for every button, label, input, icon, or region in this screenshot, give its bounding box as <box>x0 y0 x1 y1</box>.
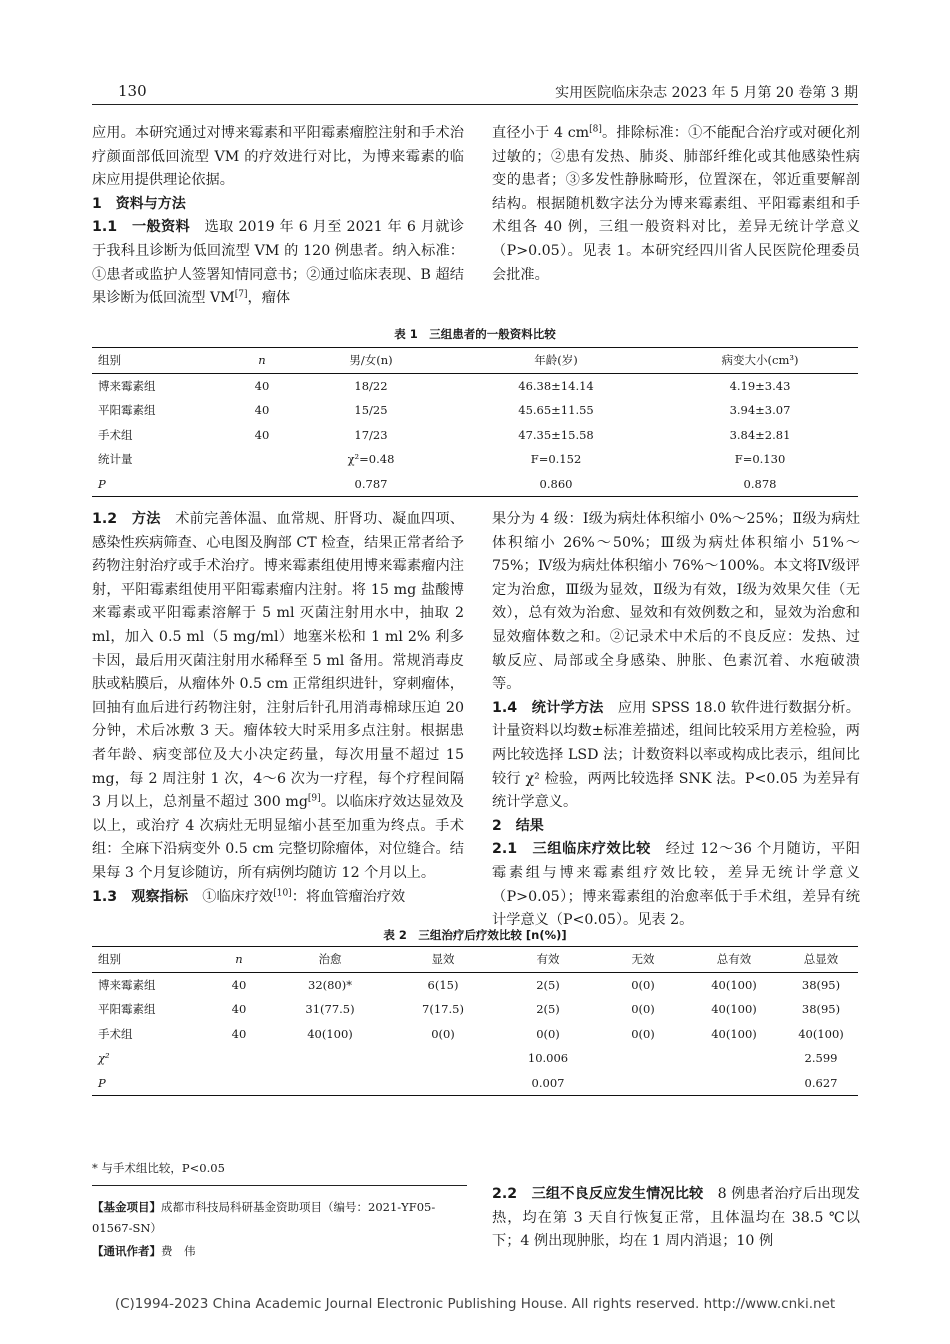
table-cell: P <box>92 1071 210 1096</box>
table-cell: χ²=0.48 <box>347 452 395 467</box>
section-1-1-text: 选取 2019 年 6 月至 2021 年 6 月就诊于我科且诊断为低回流型 VM 的 120 例患者。纳入标准：①患者或监护人签署知情同意书；②通过临床表现、B 超结果诊断为低回流型 VM <box>92 219 464 307</box>
table-cell: 0(0) <box>536 1026 560 1041</box>
table-cell: 手术组 <box>98 1026 133 1041</box>
table-2-header-row <box>92 947 858 973</box>
table-cell: 40 <box>231 1026 247 1041</box>
section-1-1-tail: ，瘤体 <box>247 290 291 307</box>
table-cell: χ² <box>98 1051 110 1066</box>
table-cell: 0.007 <box>494 1071 602 1096</box>
table-cell: 0(0) <box>431 1026 455 1041</box>
citation-7: [7] <box>234 289 248 300</box>
table-1-header-row <box>92 348 858 374</box>
author-name: 费 伟 <box>161 1244 196 1258</box>
table-cell: 46.38±14.14 <box>518 378 594 393</box>
section-1-3-title: 1.3 观察指标 <box>92 888 189 905</box>
table-cell: 40 <box>254 427 270 442</box>
table-cell <box>232 472 292 497</box>
table-2-header-cell: n <box>210 947 268 973</box>
section-1-4-paragraph <box>492 697 860 815</box>
footnote-rule <box>92 1185 467 1186</box>
table-cell: 统计量 <box>98 452 133 467</box>
table-cell <box>684 1071 784 1096</box>
table-cell: 7(17.5) <box>422 1002 464 1017</box>
table-cell: P <box>92 472 232 497</box>
table-2-footnote: * 与手术组比较，P<0.05 <box>92 1161 225 1175</box>
section-1-1-paragraph <box>92 216 464 310</box>
table-2-row <box>92 1022 858 1047</box>
section-2-title: 2 结果 <box>492 817 544 834</box>
right-column-bottom <box>492 1183 860 1254</box>
table-cell: 10.006 <box>527 1051 569 1066</box>
table-cell: 手术组 <box>98 427 133 442</box>
section-2-1-title: 2.1 三组临床疗效比较 <box>492 841 651 858</box>
author-label: 【通讯作者】 <box>92 1244 161 1258</box>
table-cell <box>268 1071 392 1096</box>
table-cell: 6(15) <box>427 977 459 992</box>
section-1-2-title: 1.2 方法 <box>92 511 161 527</box>
table-cell: 0.627 <box>784 1071 858 1096</box>
intro-paragraph: 应用。本研究通过对博来霉素和平阳霉素瘤腔注射和手术治疗颜面部低回流型 VM 的疗效进行对比，为博来霉素的临床应用提供理论依据。 <box>92 125 464 189</box>
table-cell <box>210 1071 268 1096</box>
table-2-row <box>92 1046 858 1071</box>
table-2-row <box>92 1071 858 1096</box>
table-cell: 0.860 <box>450 472 662 497</box>
section-2-1-text: 经过 12～36 个月随访，平阳霉素组与博来霉素组疗效比较，差异无统计学意义（P>0.05）；博来霉素组的治愈率低于手术组，差异有统计学意义（P<0.05）。见表 2。 <box>492 841 860 929</box>
left-column-top <box>92 122 464 311</box>
table-cell: 3.94±3.07 <box>729 403 791 418</box>
section-2-2-paragraph <box>492 1183 860 1254</box>
section-2-2-title: 2.2 三组不良反应发生情况比较 <box>492 1186 704 1202</box>
section-1-title: 1 资料与方法 <box>92 195 186 212</box>
table-1-row <box>92 373 858 398</box>
table-1-row <box>92 398 858 423</box>
table-cell: 40 <box>231 1002 247 1017</box>
table-cell <box>392 1046 494 1071</box>
section-1-3-paragraph <box>92 886 464 910</box>
table-cell: 博来霉素组 <box>98 977 156 992</box>
table-cell: 0(0) <box>631 1002 655 1017</box>
table-cell: 38(95) <box>801 977 841 992</box>
fund-label: 【基金项目】 <box>92 1200 161 1214</box>
table-1-header-cell: 年龄(岁) <box>450 348 662 374</box>
citation-9: [9] <box>307 793 321 804</box>
table-cell: 40 <box>254 403 270 418</box>
table-cell: 40 <box>254 378 270 393</box>
table-2-caption: 表 2 三组治疗后疗效比较 [n(%)] <box>383 928 567 942</box>
table-1-header-cell: 病变大小(cm³) <box>662 348 858 374</box>
header-rule <box>92 104 858 105</box>
table-cell: 40(100) <box>711 977 757 992</box>
table-1-header-cell: 组别 <box>92 348 232 374</box>
table-cell <box>392 1071 494 1096</box>
table-cell: 0(0) <box>631 977 655 992</box>
citation-8: [8] <box>589 124 602 135</box>
section-2-2-text: 8 例患者治疗后出现发热，均在第 3 天自行恢复正常，且体温均在 38.5 ℃以下；4 例出现肿胀，均在 1 周内消退；10 例 <box>492 1186 860 1250</box>
section-1-1-title: 1.1 一般资料 <box>92 219 191 236</box>
journal-header: 实用医院临床杂志 2023 年 5 月第 20 卷第 3 期 <box>555 85 858 101</box>
table-2-header-cell: 治愈 <box>268 947 392 973</box>
table-cell <box>210 1046 268 1071</box>
table-cell: 0.878 <box>662 472 858 497</box>
table-cell: 0(0) <box>631 1026 655 1041</box>
section-1-2-paragraph <box>92 508 464 886</box>
table-cell: 18/22 <box>354 378 388 393</box>
section-1-2-tail: 。以临床疗效达显效及以上，或治疗 4 次病灶无明显缩小甚至加重为终点。手术组：全麻下沿病变外 0.5 cm 完整切除瘤体，对位缝合。结果每 3 个月复诊随访，所有病例均随访 12 个月以上。 <box>92 794 464 881</box>
table-2-header-cell: 无效 <box>602 947 684 973</box>
section-1-3-tail: ：将血管瘤治疗效 <box>291 888 406 905</box>
table-cell: F=0.130 <box>734 452 786 467</box>
table-1-caption: 表 1 三组患者的一般资料比较 <box>394 327 556 341</box>
right-column-top <box>492 122 860 287</box>
diameter-text: 直径小于 4 cm <box>492 125 590 141</box>
left-column-mid <box>92 508 464 909</box>
table-cell <box>602 1071 684 1096</box>
grading-paragraph: 果分为 4 级：Ⅰ级为病灶体积缩小 0%～25%；Ⅱ级为病灶体积缩小 26%～50%；Ⅲ级为病灶体积缩小 51%～75%；Ⅳ级为病灶体积缩小 76%～100%。本文将Ⅳ级评定为治愈，Ⅲ级为显效，Ⅱ级为有效，Ⅰ级为效果欠佳（无效），总有效为治愈、显效和有效例数之和，显效为治愈和显效瘤体数之和。②记录术中术后的不良反应：发热、过敏反应、局部或全身感染、肿胀、色素沉着、水疱破溃等。 <box>492 511 860 693</box>
table-cell <box>602 1046 684 1071</box>
table-cell: 32(80)* <box>308 977 352 992</box>
section-1-4-text: 应用 SPSS 18.0 软件进行数据分析。计量资料以均数±标准差描述，组间比较采用方差检验，两两比较选择 LSD 法；计数资料以率或构成比表示，组间比较行 χ² 检验，两两比较选择 SNK 法。P<0.05 为差异有统计学意义。 <box>492 699 860 811</box>
table-cell: 31(77.5) <box>305 1002 355 1017</box>
section-1-3-text: ①临床疗效 <box>188 888 274 905</box>
table-2-header-cell: 有效 <box>494 947 602 973</box>
table-cell: 0.787 <box>292 472 450 497</box>
table-1 <box>92 347 858 497</box>
table-cell: 3.84±2.81 <box>729 427 791 442</box>
inclusion-continued-paragraph <box>492 122 860 287</box>
table-cell <box>232 447 292 472</box>
table-2-row <box>92 972 858 997</box>
table-cell: F=0.152 <box>530 452 582 467</box>
table-2-header-cell: 组别 <box>92 947 210 973</box>
table-1-header-cell: n <box>232 348 292 374</box>
table-cell: 2.599 <box>804 1051 838 1066</box>
table-1-row <box>92 423 858 448</box>
section-1-4-title: 1.4 统计学方法 <box>492 699 604 716</box>
table-cell: 2(5) <box>536 977 560 992</box>
page-number: 130 <box>118 82 147 100</box>
table-cell: 17/23 <box>354 427 388 442</box>
table-2-header-cell: 显效 <box>392 947 494 973</box>
table-2-header-cell: 总有效 <box>684 947 784 973</box>
table-cell: 平阳霉素组 <box>98 1002 156 1017</box>
table-1-row <box>92 472 858 497</box>
table-2 <box>92 946 858 1096</box>
table-cell: 40(100) <box>798 1026 844 1041</box>
section-2-1-paragraph <box>492 838 860 932</box>
table-cell <box>268 1046 392 1071</box>
table-2-header-cell: 总显效 <box>784 947 858 973</box>
table-cell: 40(100) <box>307 1026 353 1041</box>
exclusion-text: 。排除标准：①不能配合治疗或对硬化剂过敏的；②患有发热、肺炎、肺部纤维化或其他感染性病变的患者；③多发性静脉畸形，位置深在，邻近重要解剖结构。根据随机数字法分为博来霉素组、平阳霉素组和手术组各 40 例，三组一般资料对比，差异无统计学意义（P>0.05）。见表 1。本研究经四川省人民医院伦理委员会批准。 <box>492 125 860 283</box>
fund-text: 成都市科技局科研基金资助项目（编号：2021-YF05-01567-SN） <box>92 1200 436 1235</box>
fund-note <box>92 1197 467 1239</box>
table-cell: 博来霉素组 <box>98 378 156 393</box>
table-1-row <box>92 447 858 472</box>
table-cell: 38(95) <box>801 1002 841 1017</box>
table-cell: 45.65±11.55 <box>518 403 594 418</box>
table-2-row <box>92 997 858 1022</box>
table-1-header-cell: 男/女(n) <box>292 348 450 374</box>
right-column-mid <box>492 508 860 933</box>
copyright-notice: (C)1994-2023 China Academic Journal Electronic Publishing House. All rights reserved. http://www.cnki.net <box>114 1296 836 1312</box>
table-cell: 2(5) <box>536 1002 560 1017</box>
table-cell: 40(100) <box>711 1026 757 1041</box>
author-note <box>92 1241 467 1262</box>
section-1-2-text: 术前完善体温、血常规、肝肾功、凝血四项、感染性疾病筛查、心电图及胸部 CT 检查，结果正常者给予药物注射治疗或手术治疗。博来霉素组使用博来霉素瘤内注射，平阳霉素组使用平阳霉素瘤内注射。将 15 mg 盐酸博来霉素或平阳霉素溶解于 5 ml 灭菌注射用水中，抽取 2 ml，加入 0.5 ml（5 mg/ml）地塞米松和 1 ml 2% 利多卡因，最后用灭菌注射用水稀释至 5 ml 备用。常规消毒皮肤或粘膜后，从瘤体外 0.5 cm 正常组织进针，穿刺瘤体，回抽有血后进行药物注射，注射后针孔用消毒棉球压迫 20 分钟，术后冰敷 3 天。瘤体较大时采用多点注射。根据患者年龄、病变部位及大小决定药量，每次用量不超过 15 mg，每 2 周注射 1 次，4～6 次为一疗程，每个疗程间隔 3 月以上，总剂量不超过 300 mg <box>92 511 464 811</box>
table-cell <box>684 1046 784 1071</box>
table-cell: 47.35±15.58 <box>518 427 594 442</box>
table-cell: 40 <box>231 977 247 992</box>
table-cell: 平阳霉素组 <box>98 403 156 418</box>
table-cell: 4.19±3.43 <box>729 378 791 393</box>
citation-10: [10] <box>273 887 292 898</box>
table-cell: 40(100) <box>711 1002 757 1017</box>
table-cell: 15/25 <box>354 403 388 418</box>
